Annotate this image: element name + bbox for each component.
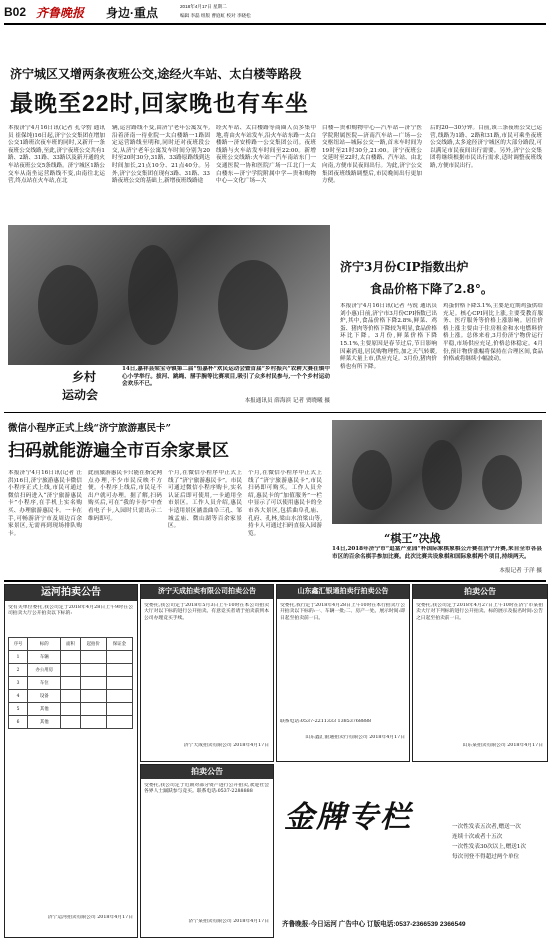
- ad-tiancheng-title: 济宁天成拍卖有限公司拍卖公告: [141, 585, 273, 599]
- cell: 办公用房: [28, 664, 61, 677]
- lead-col-2: 辆,运营路线不变,由济宁老年公寓发车,沿着济南一待业院一太白楼路一1路固定运营路线至明和,同时还对夜班段公交,从济宁老年公寓发车时间分别为20时至20时30分,31路、33路原路线到达时间加长,21点10分、21点40分。另外,济宁公交集团在现有3路、31路、33路夜班公交的基础上,新增夜班线路途: [112, 125, 210, 185]
- cell: [61, 716, 80, 729]
- header-editors: 编辑 李磊 组版 曹庭虹 校对 李晓松: [180, 13, 251, 18]
- scan-col-2: 此前旅游惠民卡只能在指定网点办理,不少市民反映不方便。小程序上线后,市民足不出户就可办理。据了解,扫码购买后,可在“我的卡券”中查看电子卡,入园时只需出示二维码即可。: [88, 470, 162, 522]
- chess-credit: 本报记者 于洋 摄: [499, 568, 542, 574]
- ad-tiancheng-body: 受委托,我公司定于2018年5月3日上午10时在本公司拍卖大厅对以下标的进行公开拍卖。有意竞买者请于拍卖前到本公司办理竞买手续。: [144, 603, 269, 621]
- scan-headline: 扫码就能游遍全市百余家景区: [8, 441, 229, 460]
- cell: [106, 703, 132, 716]
- cell: 3: [9, 677, 28, 690]
- ad-auction-3-footer: 济宁某拍卖有限公司 2018年4月17日: [188, 919, 269, 924]
- brand-logo: 齐鲁晚报: [36, 6, 85, 20]
- chess-caption: 14日,2018年济宁市“追富产业园”杯国际象棋象棋公开赛在济宁开赛,来自全市各县市区的百余名棋手参加比赛。此次比赛共设象棋和国际象棋两个项目,持续两天。: [332, 546, 542, 560]
- cell: [106, 677, 132, 690]
- table-row: [9, 651, 133, 664]
- lead-col-5: 后的20—30分钟。目前,该三条夜班公交已运营,线路为1路、2路和31路,市民可乘坐夜班公交线路,太多途径济宁城区的大部分路段,可以满足市民夜间出行需要。另外,济宁公交集团将继续根据市民出行需求,适时调整夜班线路,方便市民出行。: [430, 125, 542, 169]
- table-header-row: [9, 638, 133, 651]
- th-item: 标的: [28, 638, 61, 651]
- section-title: 身边·重点: [106, 6, 158, 20]
- th-price: 起拍价: [80, 638, 106, 651]
- ad-xinhui: [276, 584, 410, 762]
- cell: 其他: [28, 703, 61, 716]
- ad-auction-5-body: 受委托,我公司定于2018年4月27日上午10时在济宁市某拍卖大厅对下列标的进行公开拍卖。标的展示及报名时间:公告之日起至拍卖前一日。: [416, 603, 543, 621]
- cell: [106, 690, 132, 703]
- cell: [61, 664, 80, 677]
- ad-xinhui-title: 山东鑫汇银通拍卖行拍卖公告: [277, 585, 409, 599]
- cell: 4: [9, 690, 28, 703]
- ad-auction-3: [140, 764, 274, 938]
- ad-tiancheng-footer: 济宁天成拍卖有限公司 2018年4月17日: [183, 743, 269, 748]
- table-row: [9, 690, 133, 703]
- cell: [61, 703, 80, 716]
- gold-column: [276, 764, 546, 914]
- cell: [80, 651, 106, 664]
- footer-slogan: 齐鲁晚报·今日运河 广告中心 订版电话:0537-2366539 2366549: [282, 921, 466, 928]
- ad-auction-5-footer: 山东某拍卖有限公司 2018年4月17日: [462, 743, 543, 748]
- lead-subhead: 济宁城区又增两条夜班公交,途经火车站、太白楼等路段: [10, 67, 302, 81]
- gold-point-2: 连续十次或者十五次: [452, 834, 503, 840]
- cpi-col-2: 鸡蛋价格下降3.1%,主要是近期鸡蛋供给充足。核心CPI同比上涨,主要受教育服务、医疗服务等价格上涨影响。居住价格上涨主要由于住房租金和水电燃料价格上涨。总体来看,3月份济宁物价运行平稳,市场供应充足,价格总体稳定。4月份,预计物价涨幅将保持在合理区间,食品价格或将继续小幅波动。: [443, 303, 543, 363]
- chess-headline: “棋王”决战: [384, 532, 441, 545]
- gold-point-1: 一次性发表五次者,赠送一次: [452, 824, 521, 830]
- header-date: 2018年4月17日 星期二: [180, 4, 227, 9]
- ad-xinhui-footer: 山东鑫汇银通拍卖行有限公司 2018年4月17日: [305, 735, 405, 740]
- cell: [80, 703, 106, 716]
- cpi-headline-2: 食品价格下降了2.8°。: [370, 282, 493, 296]
- th-area: 面积: [61, 638, 80, 651]
- cpi-col-1: 本报济宁4月16日讯(记者 马锐 通讯员 刘小惠)日前,济宁市3月份CPI指数已出炉,其中,食品价格下降2.8%,鲜菜、鸡蛋、猪肉等价格下降较为明显,食品价格环比下降。3月份,鲜菜价格下降15.1%,主要原因是春节过后,节日影响因素消退,居民购物理性,加之天气转暖,鲜菜大量上市,供应充足。3月份,猪肉价格也有所下降。: [340, 303, 437, 370]
- cell: [61, 677, 80, 690]
- cell: 其他: [28, 716, 61, 729]
- cell: [106, 664, 132, 677]
- lead-col-4: 白楼—贵和购物中心—汽车站—济宁医学院附属医院—济南汽车站—广场—公交枢纽站—城际公交一路,首末车时间为19时至21时30分,21:00。济宁夜班公交延时至22时,太白楼路、汽车站、由北向南,方便市民夜间出行。为此,济宁公交集团夜班线路调整后,市民晚间出行更加方便。: [322, 125, 422, 185]
- gold-point-4: 每次刊登不得超过两个单位: [452, 854, 520, 860]
- table-row: [9, 664, 133, 677]
- cell: 车位: [28, 677, 61, 690]
- cell: [80, 716, 106, 729]
- cell: [106, 651, 132, 664]
- cell: 6: [9, 716, 28, 729]
- gold-point-3: 一次性发表30次以上,赠送1次: [452, 844, 526, 850]
- cell: [61, 690, 80, 703]
- cell: 5: [9, 703, 28, 716]
- ad-xinhui-body: 受委托,我行定于2018年4月28日上午10时在本行拍卖厅公开拍卖以下标的:一、车辆一批;二、房产一处。展示时间:即日起至拍卖前一日。: [280, 603, 405, 621]
- ad-yunhe-title: 运河拍卖公告: [5, 585, 137, 601]
- photo-title-line1: 乡村: [72, 370, 97, 384]
- scan-col-4: 个月,在微信小程序中正式上线了“济宁旅游惠民卡”,市民扫码即可购买。工作人员介绍,惠民卡的“加值服务”一栏中显示了可以使用惠民卡的全市各大景区,包括曲阜孔庙、孔府、孔林,梁山水泊梁山等,持卡人可通过扫码直接入园游览。: [248, 470, 322, 537]
- table-row: [9, 703, 133, 716]
- gold-column-title: 金牌专栏: [284, 800, 412, 835]
- ad-auction-3-title: 拍卖公告: [141, 765, 273, 779]
- cell: 车辆: [28, 651, 61, 664]
- ad-yunhe-body: 受有关单位委托,我公司定于2018年4月28日上午9时在公司拍卖大厅公开拍卖以下标的:: [8, 605, 133, 617]
- cell: 2: [9, 664, 28, 677]
- cell: [61, 651, 80, 664]
- cell: [80, 690, 106, 703]
- ad-auction-5-title: 拍卖公告: [413, 585, 547, 599]
- cell: 1: [9, 651, 28, 664]
- cell: [80, 664, 106, 677]
- ad-yunhe-table: [8, 637, 133, 729]
- page-code: B02: [4, 5, 27, 19]
- cell: [80, 677, 106, 690]
- th-deposit: 保证金: [106, 638, 132, 651]
- lead-col-3: 经火车站、太白楼路等商圈人员多集中地,将由火车站发车,沿火车站东路一太白楼路一济安桥路一公交集团公司。夜班线路与火车站发车时间至22:00。新增夜班公交线路:火车站一汽车南站东门一交通医院一协和医院广场一江北门一太白楼东—济宁学院附属中学—贵和购物中心—文化广场—大: [216, 125, 316, 185]
- ad-auction-3-body: 受委托,我公司定于近期对部分资产进行公开拍卖,欢迎社会各界人士踊跃参与竞买。联系电话:0537-2288888: [144, 783, 269, 795]
- scan-col-1: 本报济宁4月16日讯(记者 汪洪)16日,济宁旅游惠民卡微信小程序正式上线,市民可通过微信扫码进入“济宁旅游惠民卡”小程序,在手机上实名购买、办理旅游惠民卡。一卡在手,可畅游济宁市及周边百余家景区,无需再到现场排队购卡。: [8, 470, 82, 537]
- ad-auction-5: [412, 584, 548, 762]
- scan-subhead: 微信小程序正式上线“济宁旅游惠民卡”: [8, 423, 171, 434]
- photo-caption: 14日,嘉祥县梁宝寺镇第二届“恒嘉杯”欢民运动会暨首届“乡村振兴”农耕大赛在镇中心小学举行。拔河、跳绳、掰手腕等比赛项目,吸引了众多村民参与,一个个乡村运动会欢乐不已。: [122, 366, 330, 388]
- cell: [106, 716, 132, 729]
- scan-col-3: 个月,在微信小程序中正式上线了“济宁旅游惠民卡”。市民可通过微信小程序购卡,实名认证后即可使用,一卡通用全市景区。工作人员介绍,惠民卡适用景区涵盖曲阜三孔、邹城孟庙、微山湖等百余家景区。: [168, 470, 242, 530]
- lead-headline: 最晚至22时,回家晚也有车坐: [10, 90, 309, 116]
- chess-photo: [332, 420, 542, 524]
- ad-yunhe: [4, 584, 138, 938]
- cell: 设备: [28, 690, 61, 703]
- village-sports-photo: [8, 225, 330, 365]
- ad-tiancheng: [140, 584, 274, 762]
- ad-xinhui-contact: 联系电话:0537-2211333 13853768888: [280, 719, 372, 724]
- table-row: [9, 677, 133, 690]
- lead-col-1: 本报济宁4月16日讯(记者 孔令豹 通讯员 崔保纯)16日起,济宁公交集团在增加公交1路班次夜车班的同时,又新开一条夜班公交线路,至此,济宁夜班公交共有1路、2路、31路、33路以及新开通的火车站夜班公交5条线路。济宁城区1路公交车从南坐运营路线不变,由南往北运营,终点站在火车站,在北: [8, 125, 105, 185]
- ad-yunhe-footer: 济宁运河拍卖有限公司 2018年4月17日: [47, 915, 133, 920]
- photo-credit: 本报通讯员 薛海滨 记者 贾晓曦 摄: [244, 398, 330, 404]
- photo-title-line2: 运动会: [62, 388, 99, 402]
- th-no: 序号: [9, 638, 28, 651]
- cpi-headline-1: 济宁3月份CIP指数出炉: [340, 260, 469, 274]
- table-row: [9, 716, 133, 729]
